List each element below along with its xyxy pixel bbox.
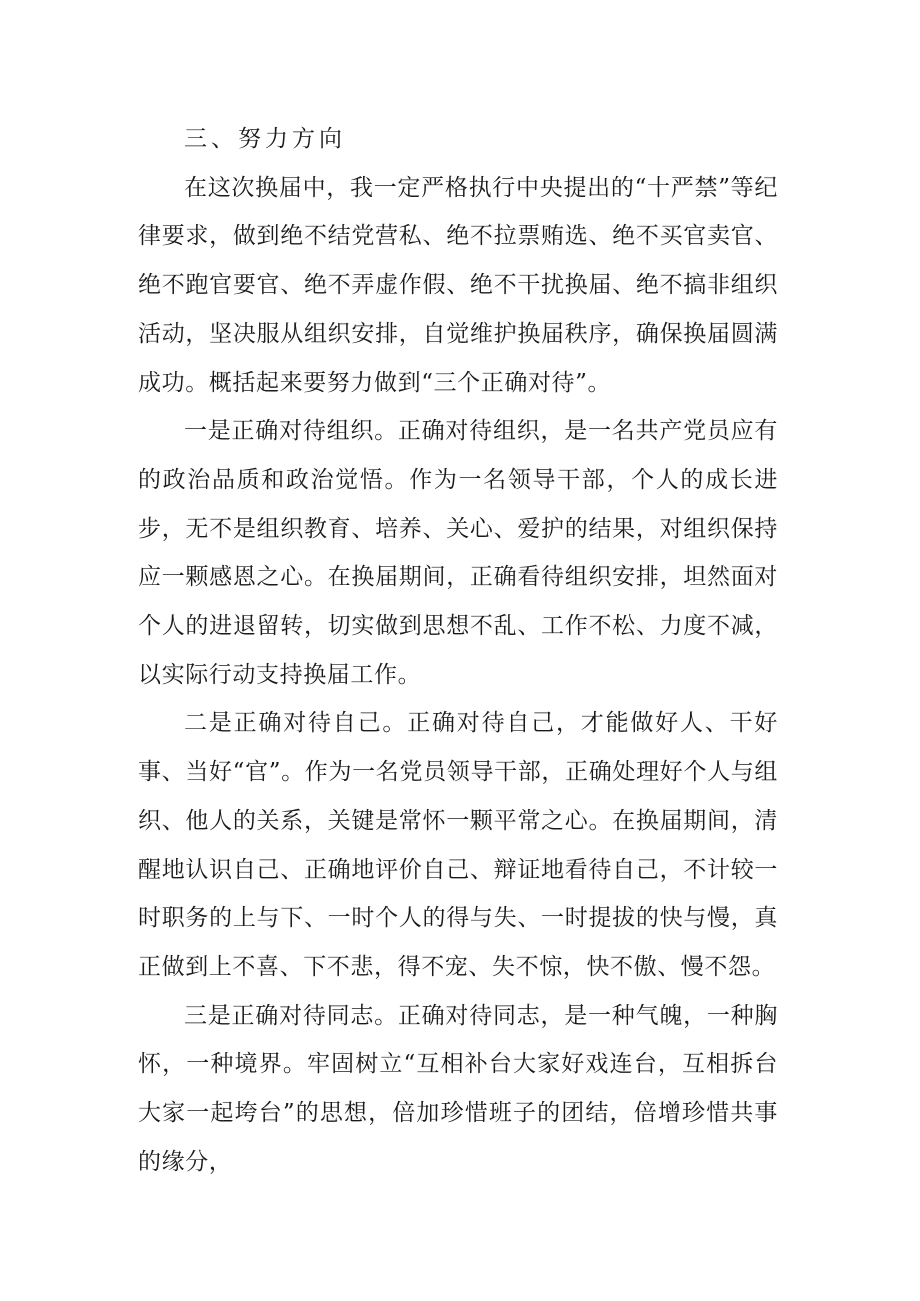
paragraph-treat-self: 二是正确对待自己。正确对待自己，才能做好人、干好事、当好“官”。作为一名党员领导干部，正确处理好个人与组织、他人的关系，关键是常怀一颗平常之心。在换届期间，清醒地认识自己、正确地评价自己、辩证地看待自己，不计较一时职务的上与下、一时个人的得与失、一时提拔的快与慢，真正做到上不喜、下不悲，得不宠、失不惊，快不傲、慢不怨。 (138, 710, 778, 980)
paragraph-discipline: 在这次换届中，我一定严格执行中央提出的“十严禁”等纪律要求，做到绝不结党营私、绝不拉票贿选、绝不买官卖官、绝不跑官要官、绝不弄虚作假、绝不干扰换届、绝不搞非组织活动，坚决服从组织安排，自觉维护换届秩序，确保换届圆满成功。概括起来要努力做到“三个正确对待”。 (138, 174, 778, 396)
section-heading: 三、努力方向 (184, 126, 346, 152)
document-body (138, 115, 778, 1186)
paragraph-treat-organization: 一是正确对待组织。正确对待组织，是一名共产党员应有的政治品质和政治觉悟。作为一名领导干部，个人的成长进步，无不是组织教育、培养、关心、爱护的结果，对组织保持应一颗感恩之心。在换届期间，正确看待组织安排，坦然面对个人的进退留转，切实做到思想不乱、工作不松、力度不减，以实际行动支持换届工作。 (138, 418, 778, 688)
paragraph-treat-comrades: 三是正确对待同志。正确对待同志，是一种气魄，一种胸怀，一种境界。牢固树立“互相补台大家好戏连台，互相拆台大家一起垮台”的思想，倍加珍惜班子的团结，倍增珍惜共事的缘分， (138, 1002, 778, 1175)
